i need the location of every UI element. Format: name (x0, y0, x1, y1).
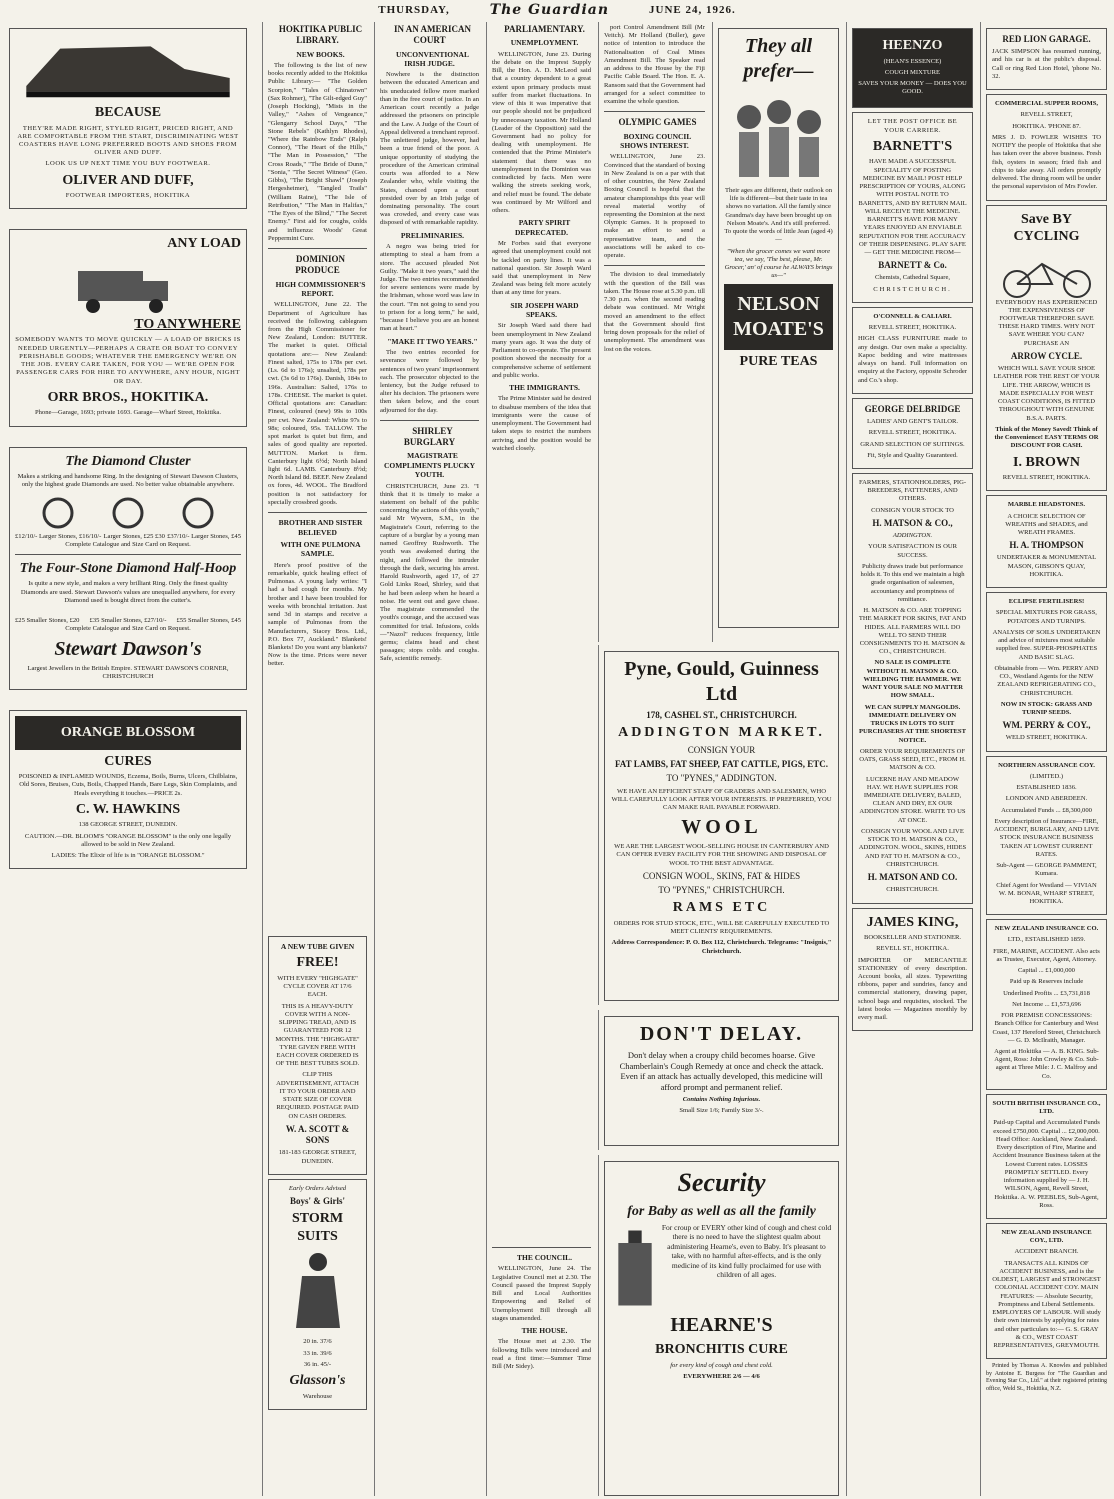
tube-clip: CLIP THIS ADVERTISEMENT, ATTACH IT TO YOUR ORDER AND STATE SIZE OF COVER REQUIRED. POSTAGE PAID ON CASH ORDERS. (276, 1071, 359, 1120)
ward-heading: SIR JOSEPH WARD SPEAKS. (510, 300, 579, 320)
samples-text: Here's proof positive of the remarkable, quick healing effect of Pulmonas. A young lady writes: "I had a bad cough for months. My brother and I have been troubled for weeks with bronchial irritation. Just send 3d in stamps and receive a sample of Pulmonas from the Manufacturers, Stacey Bros. Ltd., P.O. Box 77, Auckland." Blankets! Blankets! Do you want any blankets? Now is the time. Prices were never better. (268, 561, 367, 668)
party-heading: PARTY SPIRIT DEPRECATED. (515, 218, 571, 237)
matson-topping: H. MATSON & CO. ARE TOPPING THE MARKET FOR SKINS, FAT AND HIDES. ALL FARMERS WILL DO WELL TO SEND THEIR CONSIGNMENTS TO H. MATSON & CO., CHRISTCHURCH. (858, 607, 967, 656)
stewart-dawson-brand: Stewart Dawson's (54, 637, 202, 660)
col5-text-2: The division to deal immediately with the question of the Bill was taken. The House rose at 5.30 p.m. till 7.30 p.m. when the second reading debate was continued. Mr Wright moved an amendment to the effect that the Government should first bring down proposals for the relief of unemployment. The amendment was lost on the voices. (604, 271, 705, 353)
nzi-paid: Paid up & Reserves include (1009, 978, 1084, 986)
matson-orders: ORDER YOUR REQUIREMENTS OF OATS, GRASS SEED, ETC., FROM H. MATSON & CO. (859, 747, 966, 772)
delay-sizes: Small Size 1/6; Family Size 3/-. (679, 1106, 764, 1114)
column-3 (374, 22, 484, 1496)
produce-subhead: HIGH COMMISSIONER'S REPORT. (275, 279, 366, 298)
northern-funds: Accumulated Funds ... £8,300,000 (1001, 806, 1092, 814)
diamond-body: Makes a striking and handsome Ring. In the designing of Stewart Dawson Clusters, only the highest grade Diamonds are used. No better value obtainable anywhere. (17, 473, 239, 489)
load-ad-brand: ORR BROS., HOKITIKA. (47, 389, 209, 405)
parliament-heading: PARLIAMENTARY. (504, 24, 585, 34)
supper-rooms-ad (986, 94, 1107, 200)
hearnes-tag-2: for every kind of cough and chest cold. (670, 1361, 773, 1369)
blossom-cures: CURES (104, 753, 152, 769)
matson-ad (852, 473, 973, 904)
northern-sub: (LIMITED.) (1029, 772, 1064, 780)
eclipse-text-2: ANALYSIS OF SOILS UNDERTAKEN and advice of mixtures most suitable supplied free. SUPER-PHOSPHATES AND BASIC SLAG. (992, 628, 1101, 661)
two-years-heading: "MAKE IT TWO YEARS." (387, 336, 478, 346)
family-illustration-icon (724, 87, 834, 187)
hoop-price-3: £55 Smaller Stones, £45 (176, 617, 241, 625)
burglary-heading: SHIRLEY BURGLARY (403, 425, 456, 448)
diamond-price-3: £37/10/- Larger Stones, £45 (167, 532, 241, 540)
nzi-title: NEW ZEALAND INSURANCE CO. (994, 925, 1099, 933)
barnett-sub: Chemists, Cathedral Square, (874, 274, 951, 282)
hearnes-sub: BRONCHITIS CURE (655, 1342, 788, 1357)
tube-line1: WITH EVERY "HIGHGATE" CYCLE COVER AT 17/6 EACH. (277, 974, 358, 999)
shoe-ad-brand: OLIVER AND DUFF, (62, 172, 194, 188)
child-in-coat-icon (288, 1248, 348, 1338)
cycle-brand: ARROW CYCLE. (1010, 350, 1083, 361)
storm-early: Early Orders Advised (288, 1184, 347, 1192)
security-text: For croup or EVERY other kind of cough and chest cold there is no need to have the slightest qualm about administering Hearne's, even to Baby. It's pleasant to take, with no harmful after-effects, and is the only medicine of its kind fully proclaimed for use with children of all ages. (661, 1223, 832, 1279)
blossom-text: POISONED & INFLAMED WOUNDS, Eczema, Boils, Burns, Ulcers, Chilblains, Old Sores, Bruises, Cuts, Boils, Chapped Hands, Bare Legs, Skin Complaints, and Heals everything it touches.—PRICE 2s. (18, 773, 238, 797)
matson-supply: WE CAN SUPPLY MANGOLDS. IMMEDIATE DELIVERY ON TRUCKS IN LOTS TO SUIT PURCHASERS AT THE SHORTEST NOTICE. (859, 703, 966, 744)
pyne-skins: CONSIGN WOOL, SKINS, FAT & HIDES (642, 870, 801, 881)
oconnell-ad (852, 307, 973, 394)
parliament-subhead: UNEMPLOYMENT. (510, 38, 579, 48)
delay-box (604, 1016, 839, 1146)
council-heading: THE COUNCIL. (516, 1253, 572, 1262)
parliament-text: WELLINGTON, June 23. During the debate on the Imprest Supply Bill, the Hon. A. D. McLeod said that a country dependent to a great extent upon primary products must suffer from market fluctuations. In view of this it was imperative that our people should not be prejudiced by unnecessary taxation. Mr Holland (Leader of the Opposition) said the Government had no policy for dealing with unemployment. He contended that the Prime Minister's statement that there was no unemployment in the Dominion was contradicted by facts. Men were walking the streets seeking work, and relief must be found. The debate was continued by Mr Wilford and others. (492, 50, 591, 215)
pyne-title: Pyne, Gould, Guinness Ltd (624, 658, 819, 705)
masthead-date: JUNE 24, 1926. (649, 4, 736, 16)
hearnes-ad (598, 1155, 844, 1496)
red-lion-title: RED LION GARAGE. (1002, 34, 1091, 44)
cycle-save: Save BY CYCLING (1013, 211, 1080, 245)
matson-addington: ADDINGTON. (892, 532, 933, 540)
king-sub: BOOKSELLER AND STATIONER. (863, 934, 962, 942)
barnett-ad (852, 112, 973, 303)
bicycle-icon (997, 249, 1097, 299)
hearnes-price: EVERYWHERE 2/6 — 4/6 (683, 1372, 760, 1380)
burglary-subhead: MAGISTRATE COMPLIMENTS PLUCKY YOUTH. (383, 451, 476, 480)
preliminaries-text: A negro was being tried for attempting to steal a ham from a store. The accused pleaded Not Guilty. "Make it two years," said the Judge. The two entries recommended for severe sentences were made by the Irishman, whose word was law in the court. "I'm not going to send you to prison for a long term," he said, "because I believe you are an honest man at heart." (380, 243, 479, 333)
shoe-ad-headline: BECAUSE (94, 105, 162, 120)
eclipse-from: Obtainable from — Wm. PERRY AND CO., Westland Agents for the NEW ZEALAND REFRIGERATING CO., CHRISTCHURCH. (994, 664, 1099, 697)
northern-title: NORTHERN ASSURANCE COY. (998, 761, 1095, 769)
new-books-subhead: NEW BOOKS. (296, 49, 345, 59)
olympic-heading: OLYMPIC GAMES (618, 117, 697, 128)
nelson-moate-brand: NELSON MOATE'S (724, 284, 833, 350)
pyne-lambs: FAT LAMBS, FAT SHEEP, FAT CATTLE, PIGS, ETC. (614, 759, 829, 769)
barnett-top: LET THE POST OFFICE BE YOUR CARRIER. (867, 118, 958, 134)
masthead (0, 0, 1114, 20)
nzi-agent: Agent at Hokitika — A. B. KING. Sub-Agent, Ross: John Crowley & Co. Sub-agent at Three Mile: J. C. Malfroy and Co. (994, 1048, 1099, 1080)
pyne-to-2: TO "PYNES," CHRISTCHURCH. (658, 885, 785, 896)
supper-city: HOKITIKA. 'PHONE 87. (1012, 122, 1081, 130)
hoop-price-2: £35 Smaller Stones, £27/10/- (89, 617, 167, 625)
nz-ins-text: TRANSACTS ALL KINDS OF ACCIDENT BUSINESS, and is the OLDEST, LARGEST and STRONGEST COLONIAL ACCIDENT COY. MAIN FEATURES: — Absolute Security, Promptness and Liberal Settlements. EMPLOYERS OF LABOUR. Will study their own interests by applying for rates and other particulars to:— G. S. GRAY & CO., WEST COAST REPRESENTATIVES, GREYMOUTH. (992, 1259, 1101, 1350)
boot-icon (15, 34, 241, 104)
pyne-wool: WOOL (681, 816, 762, 839)
diamond-price-1: £12/10/- Larger Stones, £16/10/- (15, 532, 102, 540)
cycle-text: EVERYBODY HAS EXPERIENCED THE EXPENSIVENESS OF FOOTWEAR THEREFORE SAVE THESE HARD TIMES. WHY NOT SAVE WHERE YOU CAN? PURCHASE AN (995, 298, 1098, 347)
diamond-note: Complete Catalogue and Size Card on Request. (65, 540, 191, 548)
heenzo-line2: SAVES YOUR MONEY — DOES YOU GOOD. (858, 79, 967, 96)
oconnell-title: O'CONNELL & CALIARI. (873, 312, 952, 320)
dont-delay-ad (598, 1010, 844, 1150)
cycle-addr: REVELL STREET, HOKITIKA. (1002, 474, 1091, 482)
rings-icon (18, 493, 238, 533)
scott-brand: W. A. SCOTT & SONS (285, 1123, 350, 1146)
blossom-address: 138 GEORGE STREET, DUNEDIN. (78, 821, 178, 829)
northern-agent: Sub-Agent — GEORGE PAMMENT, Kumara. (996, 862, 1097, 878)
pyne-market: ADDINGTON MARKET. (618, 725, 825, 741)
eclipse-name: WM. PERRY & COY., (1002, 720, 1091, 731)
two-years-text: The two entries recorded for severance were followed by sentences of two years' imprisonment each. The prosecutor objected to the leniency, but the Judge refused to alter his decision. The prisoners were then taken below, and the court adjourned for the day. (380, 349, 479, 414)
court-text: Nowhere is the distinction between the educated American and his uneducated fellow more marked than in the free court of justice. In an American court recently a judge addressed the prisoners on principle and the Law. A Judge of the Court of Appeal delivered a trenchant reproof. The unlettered judge, however, had been a true friend of the poor. A unique opportunity of studying the procedure of the American criminal courts was afforded to a New Zealander who, while visiting the States, chanced upon a court presided over by an Irish judge of dominating personality. The court was crowded, and every case was disposed of with remarkable rapidity. (380, 71, 479, 227)
delbridge-title: GEORGE DELBRIDGE (864, 403, 961, 414)
delbridge-line-2: Fit, Style and Quality Guaranteed. (867, 451, 958, 459)
olympic-text: WELLINGTON, June 23. Convinced that the standard of boxing in New Zealand is on a par with that of other countries, the New Zealand Boxing Council is hopeful that the amateur championships this year will reveal material worthy of representing the Dominion at the next Olympic Games. It is proposed to make an effort to send a representative team, and the associations will be asked to co-operate. (604, 153, 705, 260)
heenzo-ad (852, 28, 973, 108)
heenzo-title: HEENZO (882, 38, 943, 53)
tube-free: FREE! (296, 955, 339, 971)
matson-lucerne: LUCERNE HAY AND MEADOW HAY. WE HAVE SUPPLIES FOR IMMEDIATE DELIVERY, BALED, CLEAN AND DRY, EX OUR ADDINGTON STORE. WRITE TO US AT ONCE. (859, 775, 966, 824)
delbridge-ad (852, 398, 973, 469)
samples-subhead: WITH ONE PULMONA SAMPLE. (280, 539, 361, 559)
delay-note: Contains Nothing Injurious. (682, 1095, 761, 1103)
teas-quote: Their ages are different, their outlook on life is different—but their taste in tea shows no variation. All the family since Grandma's day have been brought up on Nelson Moate's. And it's still preferred. To quote the words of little Jean (aged 4)— (724, 187, 833, 244)
pyne-orders: ORDERS FOR STUD STOCK, ETC., WILL BE CAREFULLY EXECUTED TO MEET CLIENTS' REQUIREMENTS. (613, 919, 830, 936)
masthead-paper: The Guardian (489, 2, 610, 18)
heenzo-sub: (HEAN'S ESSENCE) (883, 57, 942, 65)
load-ad-phone: Phone—Garage, 1693; private 1693. Garage—Wharf Street, Hokitika. (34, 409, 222, 417)
half-hoop-body: Is quite a new style, and makes a very brilliant Ring. Only the finest quality Diamonds are used. Stewart Dawson's values are unequalled anywhere, for every Diamond used is bought direct from the cutter's. (20, 580, 236, 604)
nzi-funds: Underlined Profits ... £3,731,818 (1003, 989, 1090, 997)
eclipse-ad (986, 592, 1107, 752)
king-addr: REVELL ST., HOKITIKA. (876, 945, 949, 953)
blossom-title: ORANGE BLOSSOM (15, 716, 241, 750)
headstones-title: MARBLE HEADSTONES. (1007, 501, 1086, 509)
matson-top: FARMERS, STATIONHOLDERS, PIG-BREEDERS, FATTENERS, AND OTHERS. (858, 479, 967, 503)
produce-text: WELLINGTON, June 22. The Department of Agriculture has received the following cablegram from the High Commissioner for New Zealand, London: BUTTER. The market is quiet. Official quotations are:— New Zealand: Finest salted, 175s to 178s per cwt. (Ls. 6d to 176s); unsalted, 178s per cwt. (3s 6d to 176s). Danish, 184s to 196s. Australian: Salted, 176s to 178s. CHEESE. The market is quiet. Official quotations are: Canadian: Finest, coloured (new) 99s to 100s per cwt. New Zealand: White 97s to 98s; coloured, 95s. TALLOW. The spot market is quiet but firm, and sales of good quality are reported. MUTTON. Market is firm. Canterbury light 6½d; North Island light 6d. LAMB. Canterbury 8½d; North Island 8d. BEEF. New Zealand ox fores, 4d. WOOL. The Bradford position is not satisfactory for specially crossbred goods. (268, 301, 367, 506)
pyne-staff: WE HAVE AN EFFICIENT STAFF OF GRADERS AND SALESMEN, WHO WILL CAREFULLY LOOK AFTER YOUR INTERESTS. IF PREFERRED, YOU CAN MAKE RAIL PAYABLE FORWARD. (611, 787, 832, 811)
library-heading: HOKITIKA PUBLIC LIBRARY. (278, 24, 363, 46)
matson-consign: CONSIGN YOUR STOCK TO (871, 506, 954, 514)
matson-consign-2: CONSIGN YOUR WOOL AND LIVE STOCK TO H. MATSON & CO., ADDINGTON. WOOL, SKINS, HIDES AND FAT TO H. MATSON & CO., CHRISTCHURCH. (858, 827, 967, 868)
eclipse-now: NOW IN STOCK: GRASS AND TURNIP SEEDS. (1000, 700, 1093, 716)
oconnell-addr: REVELL STREET, HOKITIKA. (868, 324, 957, 332)
immigrants-text: The Prime Minister said he desired to disabuse members of the idea that immigrants were the cause of unemployment. The Government had taken steps to restrict the numbers arriving, and the position would be watched closely. (492, 395, 591, 452)
load-ad-title-1: ANY LOAD (167, 236, 241, 252)
barnett-text: HAVE MADE A SUCCESSFUL SPECIALITY OF POSTING MEDICINE BY MAIL! POST HELP PRESCRIPTION OF YOURS, ALONG WITH POSTAL NOTE TO BARNETTS, AND BY RETURN MAIL WILL RECEIVE THE MEDICINE. BARNETT'S HAVE FOR MANY YEARS ENJOYED AN ENVIABLE REPUTATION FOR THE ACCURACY OF THEIR DISPENSING. PLAY SAFE — GET THE MEDICINE FROM— (858, 158, 967, 256)
nelson-moate-ad (718, 28, 839, 628)
oconnell-text: HIGH CLASS FURNITURE made to any design. Our own make a speciality. Kapoc bedding and wire mattresses always on hand. Full information on enquiry at the Factory, opposite Schroder and Co.'s shop. (858, 335, 967, 384)
pyne-rams: RAMS ETC (672, 900, 771, 916)
blossom-ladies: LADIES: The Elixir of life is in "ORANGE BLOSSOM." (51, 852, 205, 860)
column-1 (4, 22, 252, 1496)
nz-ins-title: NEW ZEALAND INSURANCE COY., LTD. (1001, 1229, 1092, 1245)
column-5 (598, 22, 710, 642)
matson-satisfaction: YOUR SATISFACTION IS OUR SUCCESS. (867, 543, 958, 559)
northern-city: LONDON AND ABERDEEN. (1005, 795, 1088, 803)
headstones-name: H. A. THOMPSON (1009, 540, 1084, 551)
court-subhead: UNCONVENTIONAL IRISH JUDGE. (396, 49, 469, 68)
scott-tube-ad (268, 936, 367, 1175)
scott-address: 181-183 GEORGE STREET, DUNEDIN. (278, 1149, 357, 1165)
nzi-premiums: Net Income ... £1,573,696 (1012, 1000, 1081, 1008)
nz-insurance-ad (986, 919, 1107, 1090)
stewart-dawson-sub: Largest Jewellers in the British Empire. STEWART DAWSON'S CORNER, CHRISTCHURCH (27, 664, 229, 680)
northern-chief: Chief Agent for Westland — VIVIAN W. M. BONAR, WHARF STREET, HOKITIKA. (996, 881, 1097, 905)
matson-nosale: NO SALE IS COMPLETE WITHOUT H. MATSON & CO. WIELDING THE HAMMER. WE WANT YOUR SALE NO MATTER HOW SMALL. (862, 659, 963, 700)
security-tag: for Baby as well as all the family (627, 1203, 816, 1219)
nzi-capital: Capital ... £1,000,000 (1018, 967, 1075, 975)
blossom-caution: CAUTION.—DR. BLOOM'S "ORANGE BLOSSOM" is the only one legally allowed to be sold in New Zealand. (24, 832, 232, 848)
storm-title: Boys' & Girls' (289, 1196, 345, 1207)
barnett-name: BARNETT'S (872, 138, 953, 154)
diamond-title: The Diamond Cluster (65, 453, 191, 469)
stewart-dawson-ad (9, 447, 247, 691)
column-2-ads (262, 930, 372, 1496)
matson-name: H. MATSON & CO., (872, 517, 953, 528)
arrow-cycle-ad (986, 205, 1107, 492)
delay-text: Don't delay when a croupy child becomes hoarse. Give Chamberlain's Cough Remedy at once and check the attack. Even if an attack has actually developed, this medicine will afford prompt and permanent relief. (619, 1050, 824, 1092)
security-title: Security (677, 1168, 766, 1197)
headstones-sub: UNDERTAKER & MONUMENTAL MASON, GIBSON'S QUAY, HOKITIKA. (996, 554, 1097, 578)
headstones-ad (986, 495, 1107, 588)
ward-text: Sir Joseph Ward said there had been unemployment in New Zealand many years ago. It was the duty of Parliament to co-operate. The present position showed the necessity for a comprehensive scheme of settlement and public works. (492, 322, 591, 379)
glasson-storm-suits-ad (268, 1179, 367, 1410)
nz-accident-ad (986, 1223, 1107, 1359)
nz-ins-sub: ACCIDENT BRANCH. (1014, 1248, 1079, 1256)
matson-city: CHRISTCHURCH. (886, 886, 939, 894)
blossom-hawkins: C. W. HAWKINS (75, 801, 181, 817)
shoe-ad-sub: FOOTWEAR IMPORTERS, HOKITIKA (65, 192, 191, 200)
produce-heading: DOMINION PRODUCE (295, 254, 345, 276)
council-text: WELLINGTON, June 24. The Legislative Council met at 2.30. The Council passed the Imprest Supply Bill and Local Authorities Empowering and Relief of Unemployment Bill through all stages unamended. (492, 1265, 591, 1322)
pyne-to: TO "PYNES," ADDINGTON. (666, 773, 777, 784)
orr-bros-ad (9, 229, 247, 426)
shoe-ad-cta: LOOK US UP NEXT TIME YOU BUY FOOTWEAR. (45, 160, 211, 168)
nzi-sub: LTD., ESTABLISHED 1859. (1007, 936, 1086, 944)
load-ad-body: SOMEBODY WANTS TO MOVE QUICKLY — A LOAD OF BRICKS IS NEEDED URGENTLY—PERHAPS A CRATE OR BOAT TO CONVEY PERISHABLE GOODS; WHATEVER THE EMERGENCY WE'RE ON THE JOB. EVERY CARE TAKEN, FOR YOU — WE'RE OPEN FOR PASSENGER CARS FOR HIRE TO ANYWHERE, ANY HOUR, NIGHT OR DAY. (15, 336, 241, 385)
delbridge-line: GRAND SELECTION OF SUITINGS. (860, 440, 965, 448)
eclipse-title: ECLIPSE FERTILISERS! (1008, 598, 1085, 606)
cycle-text-2: WHICH WILL SAVE YOUR SHOE LEATHER FOR THE REST OF YOUR LIFE. THE ARROW, WHICH IS MADE ESPECIALLY FOR WEST COAST CONDITIONS, IS FITTED THROUGHOUT WITH GENUINE B.S.A. PARTS. (993, 365, 1100, 422)
medicine-bottle-icon (610, 1223, 660, 1313)
red-lion-ad (986, 28, 1107, 90)
south-british-title: SOUTH BRITISH INSURANCE CO., LTD. (992, 1099, 1101, 1116)
supper-text: MRS J. D. FOWLER WISHES TO NOTIFY the people of Hokitika that she has taken over the above business. Fresh fish, oysters in season; fried fish and chips to take away. All orders promptly delivered. The dining room will be under the personal supervision of Mrs Fowler. (992, 133, 1101, 191)
library-text: The following is the list of new books recently added to the Hokitika Public Library:— "The Golden Scorpion," "Tales of Chinatown" (Sax Rohmer), "The Gilt-edged Guy" (Joseph Hocking), "Mists in the Valley," "Ashes of Vengeance," "Glengarry School Days," "The Stone Rebels" (Kathlyn Rhodes), "Where the Rainbow Ends" (Ralph Connor), "The Heart of the Hills," "The Man in Possession," "The Cross Roads," "The Bride of Dunn," "Sonia," "The Secret Witness" (Geo. Gibbs), "The Bright Shawl" (Joseph Hergesheimer), "Tangled Trails" (William Raine), "The Isle of Retribution," "The Man in Halifax," "The Eyes of the Blind," "The Secret Enemy." First aid for coughs, colds and influenza: Woods' Great Peppermint Cure. (268, 61, 367, 242)
south-british-text: Paid-up Capital and Accumulated Funds exceed £750,000. Capital ... £2,000,000. Head Office: Auckland, New Zealand. Every description of Fire, Marine and Accident Insurance Business taken at the Lowest Current rates. LOSSES PROMPTLY SETTLED. Every information supplied by — J. H. WILSON, Agent, Revell Street, Hokitika. A. W. PEEBLES, Sub-Agent, Ross. (992, 1119, 1101, 1209)
hearnes-brand: HEARNE'S (670, 1314, 773, 1336)
hoop-price-1: £25 Smaller Stones, £20 (15, 617, 80, 625)
storm-size-3: 36 in. 45/- (303, 1360, 332, 1368)
samples-heading: BROTHER AND SISTER BELIEVED (278, 518, 363, 537)
truck-icon (68, 256, 188, 316)
pyne-gould-ad (598, 645, 844, 1005)
hoop-note: Complete Catalogue and Size Card on Request. (65, 625, 191, 633)
red-lion-text: JACK SIMPSON has resumed running, and his car is at the public's disposal. Call or ring Red Lion Hotel, 'phone No. 32. (992, 48, 1101, 80)
nelson-moate-sub: PURE TEAS (739, 353, 818, 369)
nzi-office: FOR PREMISE CONCESSIONS: Branch Office for Canterbury and West Coast, 137 Hereford Street, Christchurch — G. D. McIlraith, Manager. (992, 1012, 1101, 1044)
matson-name-2: H. MATSON AND CO. (867, 872, 958, 883)
tube-text: THIS IS A HEAVY-DUTY COVER WITH A NON-SLIPPING TREAD, AND IS GUARANTEED FOR 12 MONTHS. THE "HIGHGATE" TYRE GIVEN FREE WITH EACH COVER ORDERED IS OF THE BEST TUBES SOLD. (275, 1002, 360, 1068)
delbridge-addr: REVELL STREET, HOKITIKA. (868, 429, 957, 437)
king-text: IMPORTER OF MERCANTILE STATIONERY of every description. Account books, all sizes. Typewriting ribbons, paper and sundries, fancy and commercial stationery, drawing paper, school bags and requisites, stocked. The latest books — Magazines monthly by every mail. (858, 956, 967, 1022)
shoe-ad-body: THEY'RE MADE RIGHT, STYLED RIGHT, PRICED RIGHT, AND ARE COMFORTABLE FROM THE START, DISCRIMINATING WEST COASTERS HAVE LONG PREFERRED BOOTS AND SHOES FROM OLIVER AND DUFF. (17, 124, 239, 157)
hearnes-box (604, 1161, 839, 1496)
pyne-address: 178, CASHEL ST., CHRISTCHURCH. (646, 710, 797, 720)
delbridge-sub: LADIES' AND GENT'S TAILOR. (866, 418, 959, 426)
eclipse-addr: WELD STREET, HOKITIKA. (1005, 734, 1088, 742)
storm-size-1: 20 in. 37/6 (303, 1338, 332, 1346)
diamond-price-2: Larger Stones, £25 £30 (103, 532, 165, 540)
pyne-consign: CONSIGN YOUR (687, 744, 756, 755)
heenzo-line1: COUGH MIXTURE (884, 68, 941, 76)
northern-assurance-ad (986, 756, 1107, 916)
party-text: Mr Forbes said that everyone agreed that unemployment could not be tackled on party lines. It was a national question. Sir Joseph Ward said that unemployment in New Zealand was being felt more acutely than at any time for years. (492, 240, 591, 297)
barnett-city: CHRISTCHURCH. (873, 285, 952, 293)
pyne-wool-text: WE ARE THE LARGEST WOOL-SELLING HOUSE IN CANTERBURY AND CAN OFFER EVERY FACILITY FOR THE SHOWING AND DISPOSAL OF WOOL TO THE BEST ADVANTAGE. (614, 843, 829, 867)
matson-text: Publicity draws trade but performance holds it. To this end we maintain a high grade organisation of salesmen, accountancy and promptness of remittance. (860, 562, 965, 603)
supper-addr: REVELL STREET, (1020, 111, 1073, 119)
teas-title: They all prefer— (743, 35, 814, 82)
northern-text: Every description of Insurance—FIRE, ACCIDENT, BURGLARY, AND LIVE STOCK INSURANCE BUSINESS TAKEN AT LOWEST CURRENT RATES. (993, 817, 1100, 858)
immigrants-heading: THE IMMIGRANTS. (509, 383, 580, 393)
pyne-address-2: Address Correspondence: P. O. Box 112, Christchurch. Telegrams: "Insignis," Christchurch. (611, 939, 832, 955)
nzi-lines: FIRE, MARINE, ACCIDENT. Also acts as Trustee, Executor, Agent, Attorney. (993, 947, 1100, 963)
house-text: The House met at 2.30. The following Bills were introduced and read a first time:—Summer Time Bill (Mr Sidey). (492, 1338, 591, 1371)
house-heading: THE HOUSE. (521, 1326, 568, 1336)
cycle-terms: Think of the Money Saved! Think of the Convenience! EASY TERMS OR DISCOUNT FOR CASH. (994, 425, 1099, 450)
glasson-brand: Glasson's (289, 1373, 346, 1389)
column-4-lower (486, 1240, 596, 1496)
burglary-text: CHRISTCHURCH, June 23. "I think that it is timely to make a statement on behalf of the public concerning the actions of this youth," said Mr Wyvern, S.M., in the Magistrate's Court, referring to the capture of a burglar by a young man named Geoffrey Rushworth. The youth was awakened during the night, and followed the intruder through the dark, securing his arrest. Harold Rushworth, aged 17, of 27 Gold Links Road, Shirley, said that he had been asleep when he heard a noise. He went out and gave chase. The magistrate commended the youth's courage, and the accused was committed for trial. Infusions, colds—"Nazol" reduces frequency, little germs; claims head and chest passages; stops colds and coughs. Safe, scientific remedy. (380, 482, 479, 663)
column-8 (980, 22, 1112, 1496)
oliver-duff-ad (9, 28, 247, 209)
eclipse-text: SPECIAL MIXTURES FOR GRASS, POTATOES AND TURNIPS. (996, 609, 1097, 625)
tube-title: A NEW TUBE GIVEN (280, 942, 355, 951)
pyne-box (604, 651, 839, 1001)
masthead-day: THURSDAY, (378, 4, 450, 16)
teas-quote-2: "When the grocer comes we want more tea, we say, 'The best, please, Mr. Grocer,' an' of course he ALWAYS brings us—" (724, 247, 833, 280)
olympic-subhead: BOXING COUNCIL SHOWS INTEREST. (620, 131, 692, 150)
south-british-ad (986, 1094, 1107, 1219)
delay-title: DON'T DELAY. (639, 1023, 804, 1045)
king-name: JAMES KING, (866, 914, 959, 930)
northern-est: ESTABLISHED 1836. (1016, 784, 1077, 792)
king-ad (852, 908, 973, 1032)
supper-title: COMMERCIAL SUPPER ROOMS, (994, 100, 1099, 108)
load-ad-title-2: TO ANYWHERE (134, 316, 241, 332)
storm-size-2: 33 in. 39/6 (303, 1349, 332, 1357)
column-7 (846, 22, 978, 1496)
column-6 (712, 22, 844, 642)
half-hoop-title: The Four-Stone Diamond Half-Hoop (19, 560, 237, 576)
barnett-brand: BARNETT & Co. (878, 260, 947, 271)
headstones-text: A CHOICE SELECTION OF WREATHS and SHADES, and WREATH FRAMES. (1005, 512, 1088, 536)
cycle-name: I. BROWN (1013, 454, 1080, 470)
storm-title-2: STORM SUITS (291, 1211, 344, 1244)
orange-blossom-ad (9, 710, 247, 869)
preliminaries-heading: PRELIMINARIES. (400, 230, 465, 240)
glasson-sub: Warehouse (302, 1392, 333, 1400)
imprint: Printed by Thomas A. Knowles and published by Antoine E. Burgess for "The Guardian and Evening Star Co., Ltd." at their registered printing office, Weld St., Hokitika, N.Z. (986, 1363, 1107, 1392)
court-heading: IN AN AMERICAN COURT (393, 24, 471, 46)
col5-text-1: port Control Amendment Bill (Mr Veitch). Mr Holland (Buller), gave notice of intention to introduce the Nationalisation of Coal Mines Amendment Bill. The Speaker read an address to the House by the Fiji Pacific Cable Board. The Hon. E. A. Ransom said that the Government had arranged for a select committee to examine the whole question. (604, 24, 705, 106)
